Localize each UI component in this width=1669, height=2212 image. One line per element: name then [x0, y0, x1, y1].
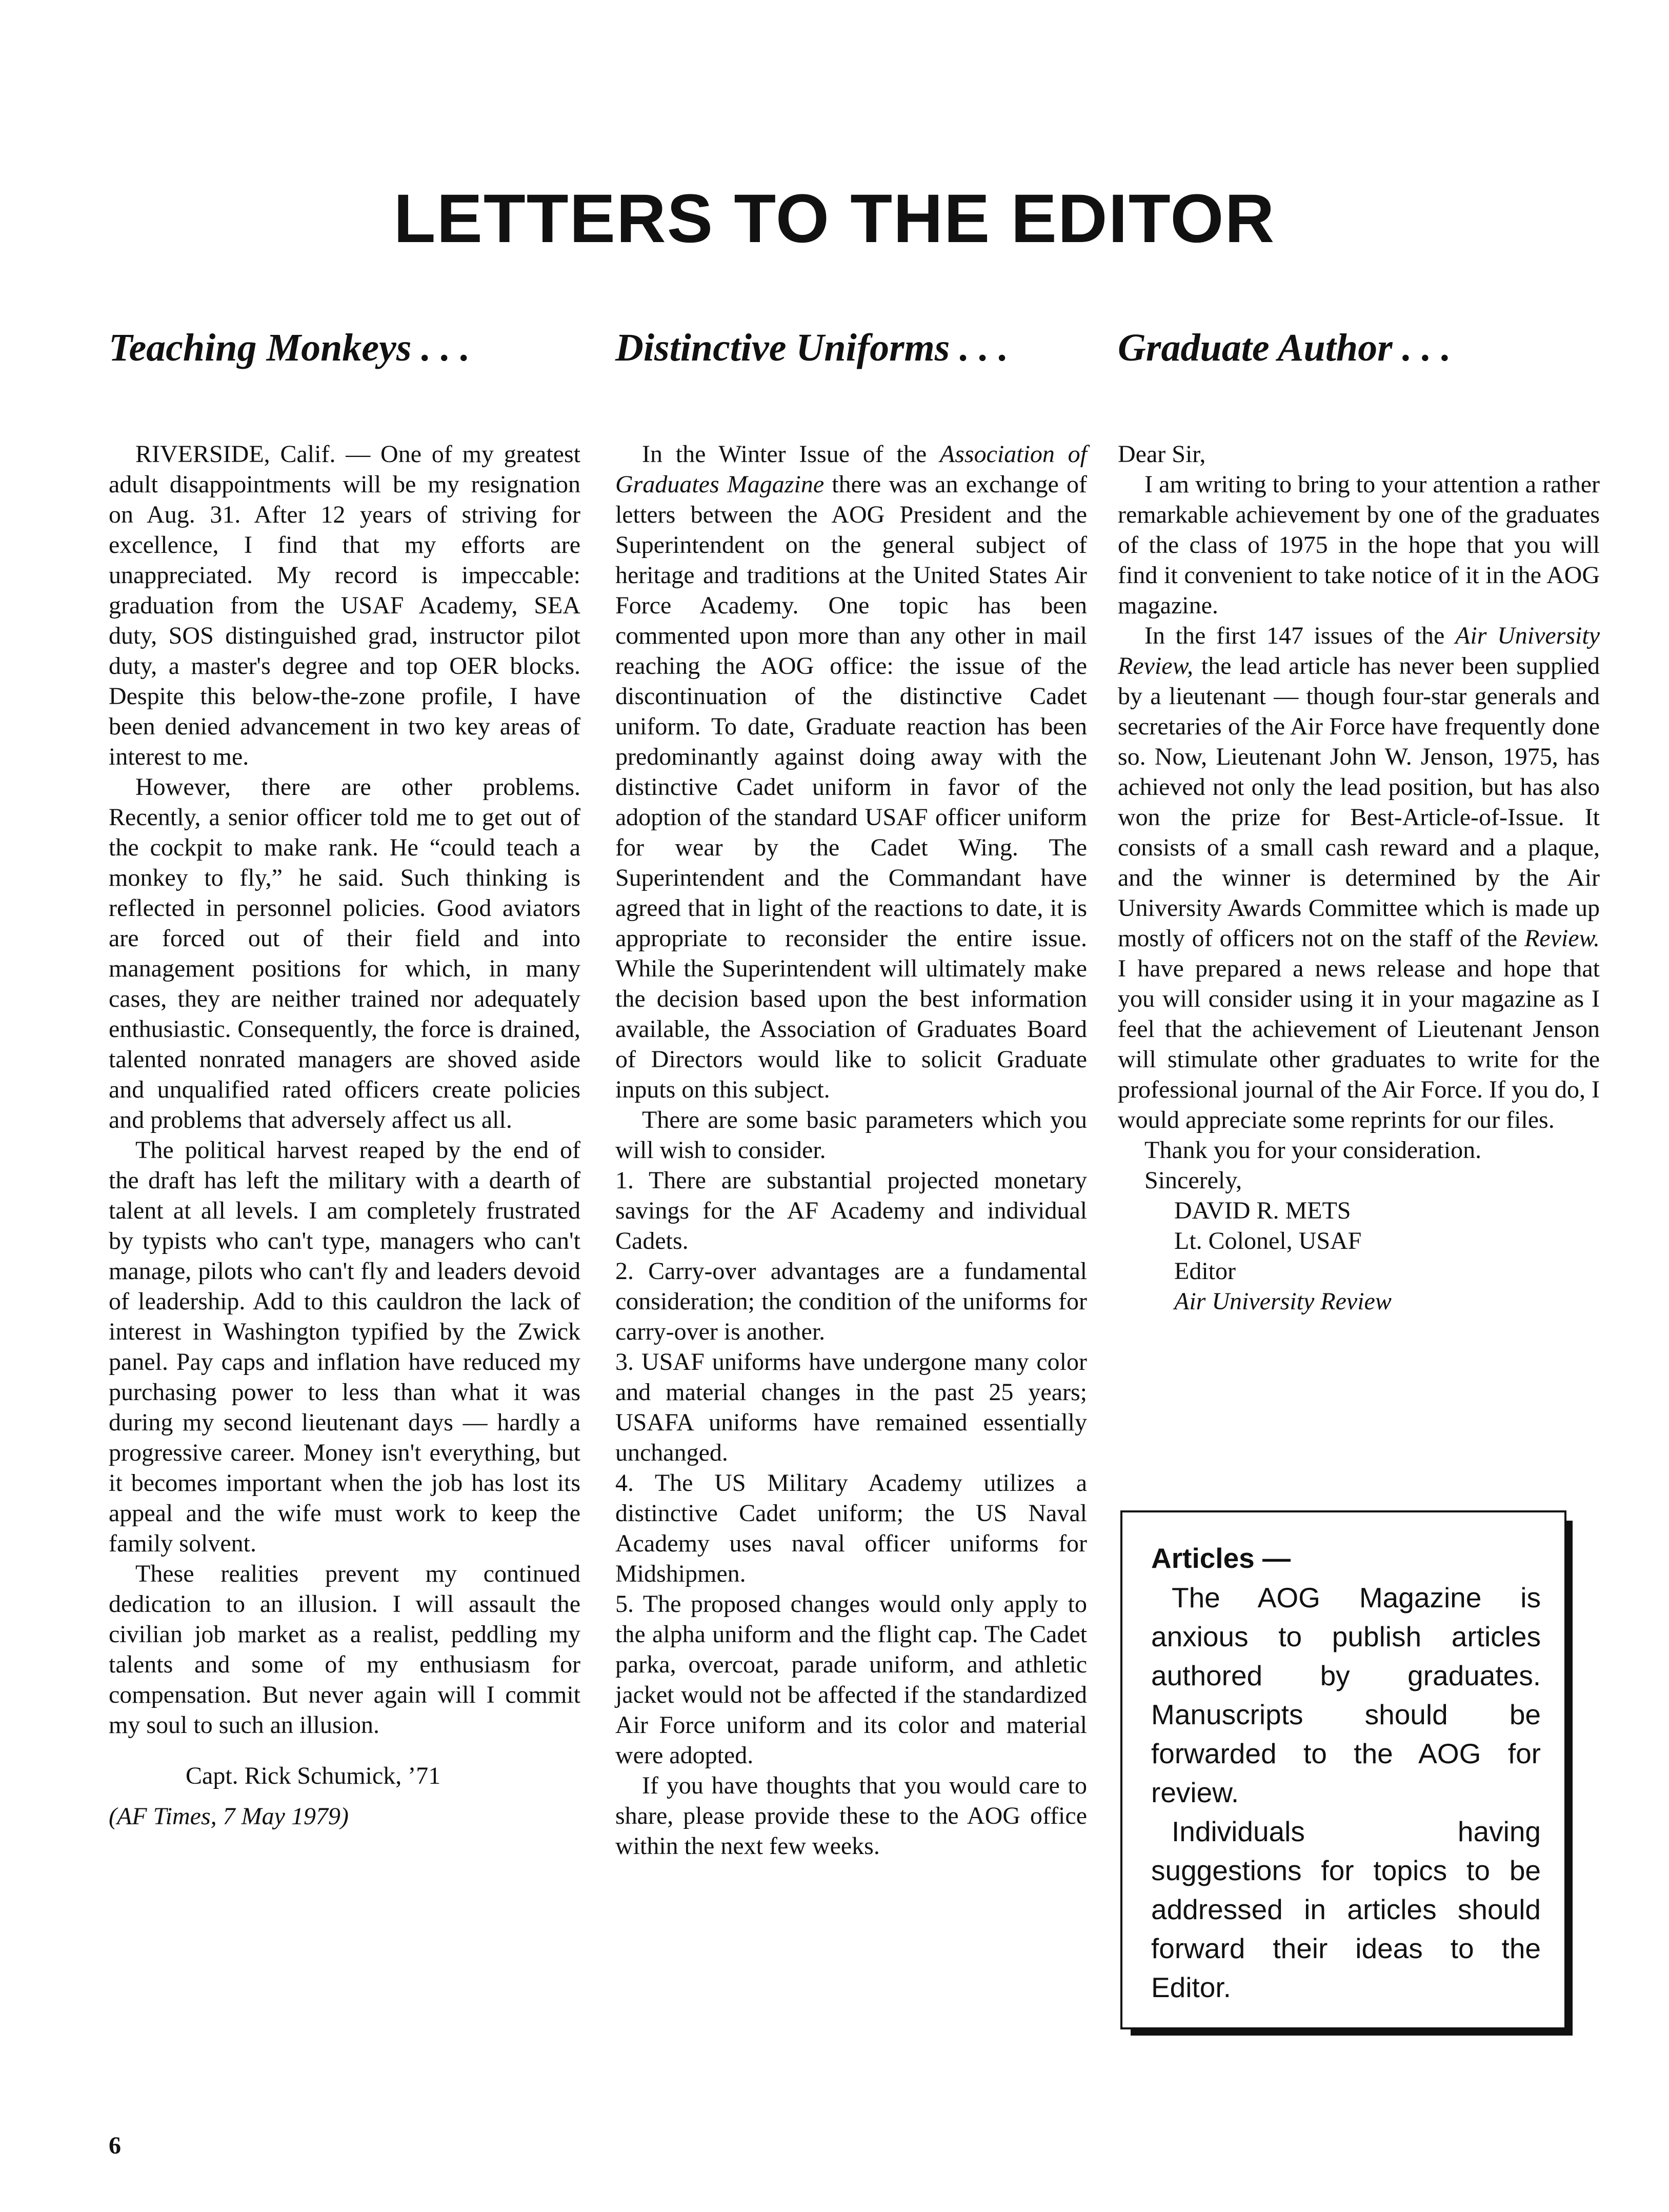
letter-salutation: Dear Sir, [1118, 441, 1206, 468]
letter-graduate-author [1118, 328, 1600, 1317]
author-rank: Lt. Colonel, USAF [1174, 1227, 1362, 1254]
letter-heading: Teaching Monkeys . . . [109, 326, 470, 369]
articles-notice-box [1120, 1510, 1582, 2044]
letter-paragraph: However, there are other problems. Recently, a senior officer told me to get out of the cockpit to make rank. He “could teach a monkey to fly,” he said. Such thinking is reflected in personnel policies. Good aviators are forced out of their field and into management positions for which, in many cases, they are neither trained nor adequately enthusiastic. Consequently, the force is drained, talented nonrated managers are shoved aside and unqualified rated officers create policies and problems that adversely affect us all. [109, 773, 580, 1133]
letter-paragraph: If you have thoughts that you would care to share, please provide these to the AOG office within the next few weeks. [615, 1772, 1087, 1860]
notice-content [1151, 1541, 1541, 2007]
notice-heading: Articles — [1151, 1542, 1291, 1574]
letter-paragraph: The political harvest reaped by the end of the draft has left the military with a dearth of talent at all levels. I am completely frustrated by typists who can't type, managers who can't manage, pilots who can't fly and leaders devoid of leadership. Add to this cauldron the lack of interest in Washington typified by the Zwick panel. Pay caps and inflation have reduced my purchasing power to less than what it was during my second lieutenant days — hardly a progressive career. Money isn't everything, but it becomes important when the job has lost its appeal and the wife must work to keep the family solvent. [109, 1137, 580, 1557]
letter-paragraph [1118, 621, 1600, 1135]
letter-paragraph: RIVERSIDE, Calif. — One of my greatest adult disappointments will be my resignation on Aug. 31. After 12 years of striving for excellence, I find that my efforts are unappreciated. My record is impeccable: graduation from the USAF Academy, SEA duty, SOS distinguished grad, instructor pilot duty, a master's degree and top OER blocks. Despite this below-the-zone profile, I have been denied advancement in two key areas of interest to me. [109, 441, 580, 770]
letter-paragraph: There are some basic parameters which you will wish to consider. [615, 1106, 1087, 1164]
magazine-title: Association of Graduates Magazine [615, 441, 1088, 498]
letter-teaching-monkeys [109, 328, 580, 1831]
author-publication: Air University Review [1174, 1288, 1392, 1315]
list-item: 1. There are substantial projected monetary savings for the AF Academy and individual Cadets. [615, 1167, 1087, 1254]
list-item: 2. Carry-over advantages are a fundamental consideration; the condition of the uniforms for carry-over is another. [615, 1258, 1087, 1345]
author-role: Editor [1174, 1258, 1236, 1285]
letter-paragraph [615, 439, 1087, 1105]
closing: Sincerely, [1144, 1167, 1242, 1194]
notice-paragraph: Individuals having suggestions for topics to be addressed in articles should forward their ideas to the Editor. [1151, 1816, 1541, 2003]
letter-thanks: Thank you for your consideration. [1144, 1137, 1482, 1164]
letter-source: (AF Times, 7 May 1979) [109, 1803, 349, 1830]
list-item: 5. The proposed changes would only apply to the alpha uniform and the flight cap. The Cadet parka, overcoat, parade uniform, and athletic jacket would not be affected if the standardized Air Force uniform and its color and material were adopted. [615, 1590, 1087, 1769]
paragraph-text: the lead article has never been supplied by a lieutenant — though four-star generals and secretaries of the Air Force have frequently done so. Now, Lieutenant John W. Jenson, 1975, has achieved not only the lead position, but has also won the prize for Best-Article-of-Issue. It consists of a small cash reward and a plaque, and the winner is determined by the Air University Awards Committee which is made up mostly of officers not on the staff of the [1118, 652, 1600, 952]
author-name: DAVID R. METS [1174, 1197, 1351, 1224]
intro-text: In the Winter Issue of the [642, 441, 940, 468]
page-number: 6 [109, 2132, 121, 2159]
notice-paragraph: The AOG Magazine is anxious to publish articles authored by graduates. Manuscripts should be forwarded to the AOG for review. [1151, 1582, 1541, 1808]
box-shadow [1566, 1521, 1573, 2036]
list-item: 3. USAF uniforms have undergone many color and material changes in the past 25 years; USAFA uniforms have remained essentially unchanged. [615, 1348, 1087, 1466]
letter-paragraph: These realities prevent my continued dedication to an illusion. I will assault the civilian job market as a realist, peddling my talents and some of my enthusiasm for compensation. But never again will I commit my soul to such an illusion. [109, 1560, 580, 1739]
signature-block [1118, 1165, 1600, 1317]
paragraph-text: I have prepared a news release and hope that you will consider using it in your magazine as I feel that the achievement of Lieutenant Jenson will stimulate other graduates to write for the professional journal of the Air Force. If you do, I would appreciate some reprints for our files. [1118, 955, 1600, 1133]
intro-text: there was an exchange of letters between the AOG President and the Superintendent on the general subject of heritage and traditions at the United States Air Force Academy. One topic has been commented upon more than any other in mail reaching the AOG office: the issue of the discontinuation of the distinctive Cadet uniform. To date, Graduate reaction has been predominantly against doing away with the distinctive Cadet uniform in favor of the adoption of the standard USAF officer uniform for wear by the Cadet Wing. The Superintendent and the Commandant have agreed that in light of the reactions to date, it is appropriate to reconsider the entire issue. While the Superintendent will ultimately make the decision based upon the best information available, the Association of Graduates Board of Directors would like to solicit Graduate inputs on this subject. [615, 471, 1087, 1103]
paragraph-text: In the first 147 issues of the [1144, 622, 1456, 649]
page-title: LETTERS TO THE EDITOR [393, 181, 1276, 257]
box-shadow [1131, 2029, 1573, 2036]
letter-heading: Graduate Author . . . [1118, 326, 1451, 369]
letter-body [1118, 439, 1600, 1317]
publication-title: Air University Review, [1118, 622, 1600, 680]
letter-heading: Distinctive Uniforms . . . [615, 326, 1009, 369]
letter-paragraph: I am writing to bring to your attention a rather remarkable achievement by one of the graduates of the class of 1975 in the hope that you will find it convenient to take notice of it in the AOG magazine. [1118, 471, 1600, 619]
letter-signature: Capt. Rick Schumick, ’71 [186, 1762, 441, 1789]
letter-distinctive-uniforms [615, 328, 1087, 1861]
list-item: 4. The US Military Academy utilizes a distinctive Cadet uniform; the US Naval Academy uses naval officer uniforms for Midshipmen. [615, 1469, 1087, 1587]
letter-body [109, 439, 580, 1831]
publication-title: Review. [1524, 925, 1600, 952]
letter-body [615, 439, 1087, 1861]
